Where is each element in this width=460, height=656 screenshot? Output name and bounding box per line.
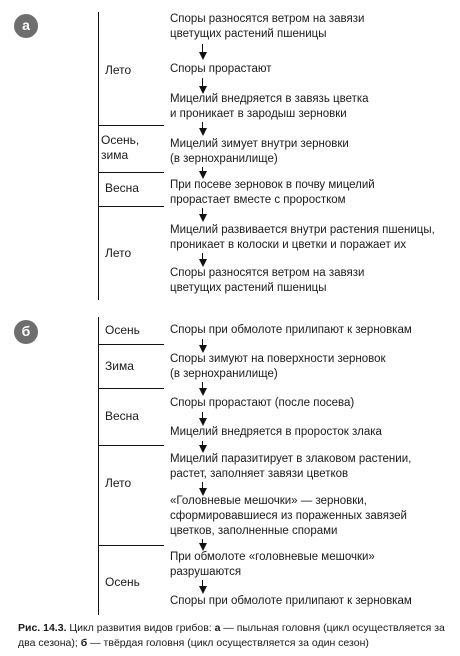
diagram-b-divider <box>98 445 164 446</box>
diagram-b-season-autumn: Осень <box>105 323 140 337</box>
diagram-b-step: Мицелий паразитирует в злаковом растении, растет, заполняет завязи цветков <box>170 453 412 480</box>
diagram-a-divider <box>98 172 164 173</box>
figure-caption <box>18 621 454 651</box>
diagram-b-step: Споры прорастают (после посева) <box>170 397 355 409</box>
arrow-down-icon <box>199 253 207 267</box>
diagram-b-timeline <box>98 317 99 615</box>
diagram-b-step: Споры при обмолоте прилипают к зерновкам <box>170 595 412 607</box>
diagram-a-timeline <box>98 12 99 300</box>
arrow-down-icon <box>199 208 207 222</box>
diagram-a-step: Мицелий внедряется в завязь цветка и проникает в зародыш зерновки <box>170 93 369 120</box>
diagram-a-badge: а <box>14 14 38 38</box>
diagram-b-step: При обмолоте «головневые мешочки» разрушаются <box>170 551 375 578</box>
arrow-down-icon <box>199 382 207 396</box>
arrow-down-icon <box>199 339 207 353</box>
diagram-a-divider <box>98 206 164 207</box>
diagram-b-season-winter: Зима <box>105 359 134 373</box>
diagram-b-badge: б <box>14 320 38 344</box>
diagram-a-step: Мицелий развивается внутри растения пшеницы, проникает в колоски и цветки и поражает их <box>170 224 435 251</box>
diagram-b-divider <box>98 388 164 389</box>
arrow-down-icon <box>199 580 207 594</box>
figure-label: Рис. 14.3. <box>18 622 67 634</box>
diagram-a-step: Споры прорастают <box>170 63 272 75</box>
arrow-down-icon <box>199 412 207 426</box>
diagram-a-season-summer-2: Лето <box>105 246 132 260</box>
caption-a-label: а <box>214 622 221 634</box>
caption-text: — твёрдая головня (цикл осуществляется за один сезон) <box>87 637 369 649</box>
diagram-b-divider <box>98 545 164 546</box>
diagram-b-divider <box>98 344 164 345</box>
diagram-b-step: Споры зимуют на поверхности зерновок (в зернохранилище) <box>170 353 386 380</box>
diagram-b-step: «Головневые мешочки» — зерновки, сформировавшиеся из пораженных завязей цветков, заполненные спорами <box>170 495 407 537</box>
diagram-a-step: При посеве зерновок в почву мицелий прорастает вместе с проростком <box>170 179 375 206</box>
caption-b-label: б <box>80 637 88 649</box>
diagram-a-season-summer: Лето <box>105 63 132 77</box>
diagram-b-season-spring: Весна <box>105 409 139 423</box>
arrow-down-icon <box>199 122 207 136</box>
diagram-b-step: Споры при обмолоте прилипают к зерновкам <box>170 324 412 336</box>
caption-text: — пыльная головня (цикл осуществляется за два сезона); <box>18 622 445 649</box>
caption-text: Цикл развития видов грибов: <box>66 622 215 634</box>
diagram-a-divider <box>98 125 164 126</box>
diagram-a-season-autumn-winter: Осень, зима <box>101 133 140 162</box>
diagram-a-step: Споры разносятся ветром на завязи цветущих растений пшеницы <box>170 267 365 294</box>
diagram-b-season-autumn-2: Осень <box>105 575 140 589</box>
diagram-b-step: Мицелий внедряется в проросток злака <box>170 426 382 438</box>
diagram-b-season-summer: Лето <box>105 476 132 490</box>
diagram-a-step: Мицелий зимует внутри зерновки (в зернохранилище) <box>170 138 349 165</box>
arrow-down-icon <box>199 44 207 60</box>
diagram-a-season-spring: Весна <box>105 181 139 195</box>
diagram-a-step: Споры разносятся ветром на завязи цветущих растений пшеницы <box>170 13 365 40</box>
